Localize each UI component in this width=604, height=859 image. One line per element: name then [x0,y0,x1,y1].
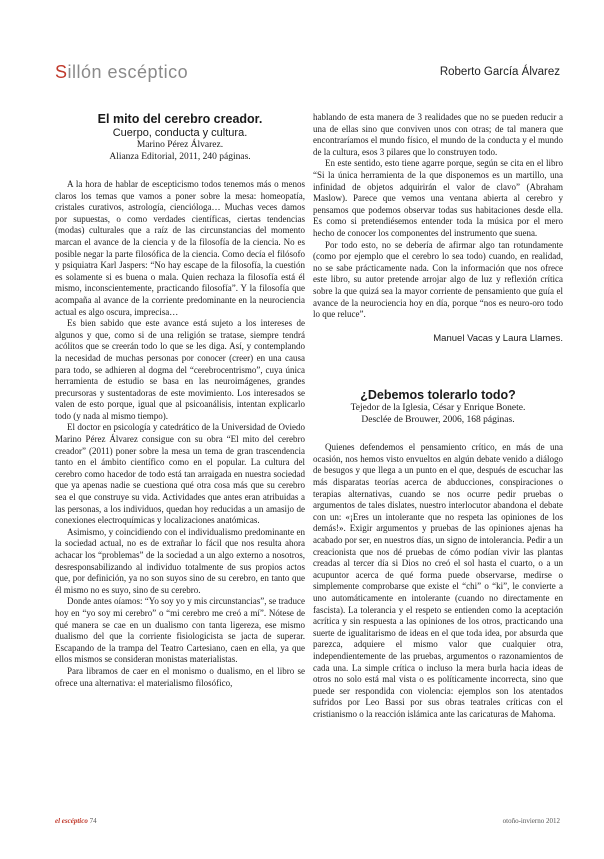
left-column [55,112,305,689]
paragraph: Para libramos de caer en el monismo o dualismo, en el libro se ofrece una alternativa: el materialismo filosófico, [55,665,305,688]
paragraph: A la hora de hablar de escepticismo todos tenemos más o menos claros los temas que vamos a poner sobre la mesa: homeopatía, cristales curativos, astrología, ciencióloga… Muchas veces damos por supuestas, o como verdades científicas, ciertas tendencias (modas) culturales que a raíz de las circunstancias del momento marcan el avance de la ciencia y de la filosofía de la ciencia. No es posible negar la parte filosófica de la ciencia. Como decía el filósofo y psiquiatra Karl Jaspers: “No hay escape de la filosofía, la cuestión es solamente si es buena o mala. Quien rechaza la filosofía está él mismo, inconscientemente, practicando filosofía”. Y la filosofía que acompaña al avance de la corriente predominante en la neurociencia actual es algo oscura, imprecisa… [55,179,305,317]
footer-brand: el escéptico [55,817,88,825]
review-1-header [55,112,305,163]
paragraph: Por todo esto, no se debería de afirmar algo tan rotundamente (como por ejemplo que el cerebro lo sea todo) cuando, en realidad, no se sabe prácticamente nada. Con la información que nos ofrece este libro, su autor pretende arrojar algo de luz y reflexión crítica sobre la que quizá sea la mayor corriente de pensamiento que guía el avance de la neurociencia hoy en día, porque “nos es neuro-oro todo lo que reluce”. [313,239,563,320]
paragraph: Quienes defendemos el pensamiento crítico, en más de una ocasión, nos hemos visto envueltos en algún debate venido a diálogo de besugos y que llega a un punto en el que, después de escuchar las más disparatas teorías acerca de abducciones, conspiraciones o terapias alternativas, cuando se nos ocurre pedir pruebas o argumentos de tales dislates, nuestro interlocutor abandona el debate con un: «¡Eres un intolerante que no respeta las opiniones de los demás!». Exigir argumentos y pruebas de las opiniones ajenas ha acabado por ser, en nuestros días, un signo de intolerancia. Pedir a un creacionista que nos dé pruebas de cómo podían vivir las plantas creadas al tercer día si Dios no creó el sol hasta el cuarto, o a un acupuntor acerca de qué forma puede observarse, medirse o simplemente comprobarse que existe el “chi” o “ki”, le convierte a uno automáticamente en intolerante (cuando no directamente en fascista). La tolerancia y el respeto se entienden como la aceptación acrítica y sin respuesta a las opiniones de los otros, practicando una suerte de igualitarismo de ideas en el que toda idea, por absurda que parezca, adquiere el mismo valor que cualquier otra, independientemente de las pruebas, argumentos o razonamientos de cada una. La simple crítica o incluso la mera burla hacia ideas de otros no solo está mal vista o es políticamente incorrecta, sino que puede ser respondida con violencia: ejemplos son los atentados sufridos por Leo Bassi por sus obras teatrales críticas con el cristianismo o la reacción islámica ante las caricaturas de Mahoma. [313,442,563,719]
review-1-subtitle: Cuerpo, conducta y cultura. [112,127,248,139]
review-2-publisher: Desclée de Brouwer, 2006, 168 páginas. [361,414,515,425]
review-1-signature: Manuel Vacas y Laura Llames. [433,332,563,344]
paragraph: Es bien sabido que este avance está sujeto a los intereses de algunos y que, como si de una religión se tratase, siempre tendrá acólitos que se creerán todo lo que se les diga. Así, y contemplando la necesidad de muchas personas por conocer (creer) en una causa para todo, se adhieren al dogma del “cerebrocentrismo”, cuya única herramienta de estudio se basa en las neuroimágenes, grandes precursoras y sustentadoras de este movimiento. Los interesados se valen de esto porque, igual que al psicoanálisis, intentan explicarlo todo (y nada al mismo tiempo). [55,318,305,421]
review-1-title: El mito del cerebro creador. [97,112,263,126]
review-2-title: ¿Debemos tolerarlo todo? [360,388,516,403]
paragraph: Asimismo, y coincidiendo con el individualismo predominante en la sociedad actual, no es de extrañar lo fácil que nos resulta ahora achacar los “problemas” de la sociedad a un algo externo a nosotros, desresponsabilizando al individuo totalmente de sus propios actos que, por definición, ya no son suyos sino de su cerebro, en tanto que él mismo no es suyo, sino de su cerebro. [55,526,305,595]
footer-left [55,817,97,825]
paragraph: En este sentido, esto tiene agarre porque, según se cita en el libro “Si la única herramienta de la que disponemos es un martillo, una infinidad de objetos adquirirán el valor de clavo” (Abraham Maslow). Parece que vemos una ventana abierta al cerebro y pensamos que podemos observar todas sus habitaciones desde ella. Es como si pretendiésemos entender toda la música por el mero hecho de conocer los componentes del instrumento que suena. [313,158,563,238]
section-title [55,62,188,83]
review-1-author: Marino Pérez Álvarez. [136,140,224,150]
section-title-rest: illón escéptico [67,62,189,82]
section-title-initial: S [55,62,68,82]
review-2-author: Tejedor de la Iglesia, César y Enrique Bonete. [350,403,526,414]
review-2-header [313,388,563,426]
review-1-publisher: Alianza Editorial, 2011, 240 páginas. [109,151,251,162]
column-author: Roberto García Álvarez [439,66,560,78]
right-column [313,112,563,721]
paragraph: Donde antes oíamos: “Yo soy yo y mis circunstancias”, se traduce hoy en “yo soy mi cerebro” o “mi cerebro me creó a mí”. Nótese de qué manera se cae en un dualismo con tanta ligereza, ese mismo dualismo del que la corriente fisiologicista se jacta de superar. Escapando de la trampa del Teatro Cartesiano, caen en ella, ya que ellos mismos se consideran monistas materialistas. [55,596,305,665]
footer-issue: otoño-invierno 2012 [502,817,560,825]
paragraph: El doctor en psicología y catedrático de la Universidad de Oviedo Marino Pérez Álvarez consigue con su obra “El mito del cerebro creador” (2011) poner sobre la mesa un tema de gran trascendencia tanto en el ámbito científico como en el popular. La cultura del cerebro como hacedor de todo está tan arraigada en nuestra sociedad que ya apenas nadie se cuestiona qué otra cosa más que su cerebro sea el que construye su vida. Actividades que antes eran atribuidas a las personas, a los individuos, quedan hoy reducidas a un amasijo de conexiones electroquímicas y localizaciones anatómicas. [55,422,305,526]
paragraph: hablando de esta manera de 3 realidades que no se pueden reducir a una de ellas sino que conviven unos con otras; de tal manera que encontraríamos el mundo físico, el mundo de la conducta y el mundo de la cultura, esos 3 pilares que lo construyen todo. [313,112,563,157]
page-number: 74 [89,817,97,825]
